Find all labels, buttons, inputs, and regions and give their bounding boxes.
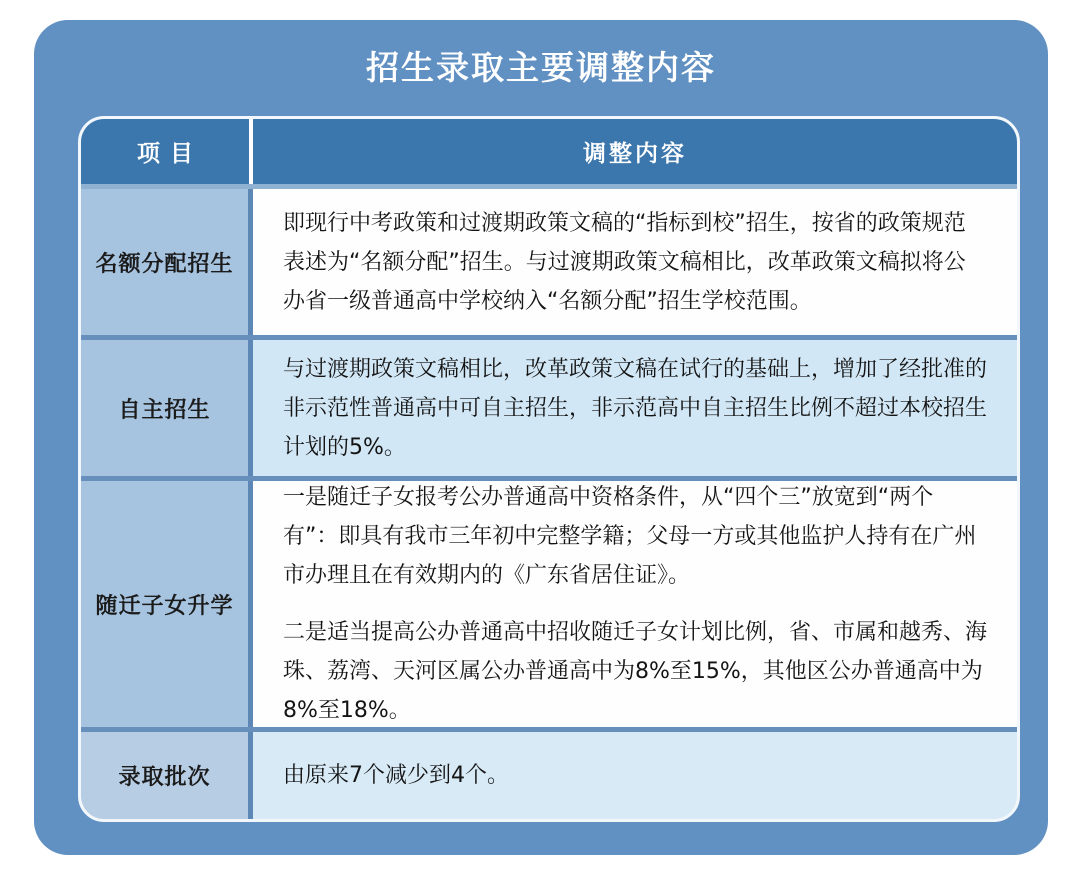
column-header-item: 项目 [81, 119, 253, 184]
table-row [81, 727, 1017, 819]
row-content-paragraph: 二是适当提高公办普通高中招收随迁子女计划比例，省、市属和越秀、海珠、荔湾、天河区属公办普通高中为8%至15%，其他区公办普通高中为8%至18%。 [283, 620, 988, 723]
row-content-cell [253, 189, 1017, 335]
info-card [34, 20, 1048, 855]
row-item-label: 录取批次 [81, 732, 253, 819]
table-row [81, 189, 1017, 335]
row-item-label: 自主招生 [81, 340, 253, 476]
row-content-paragraph: 由原来7个减少到4个。 [283, 763, 509, 788]
row-item-label: 随迁子女升学 [81, 481, 253, 727]
row-item-label: 名额分配招生 [81, 189, 253, 335]
table-header-row [81, 119, 1017, 189]
row-content-paragraph: 一是随迁子女报考公办普通高中资格条件，从“四个三”放宽到“两个有”：即具有我市三年初中完整学籍；父母一方或其他监护人持有在广州市办理且在有效期内的《广东省居住证》。 [283, 485, 977, 588]
row-content-paragraph: 与过渡期政策文稿相比，改革政策文稿在试行的基础上，增加了经批准的非示范性普通高中可自主招生，非示范高中自主招生比例不超过本校招生计划的5%。 [283, 356, 988, 460]
row-content-cell [253, 732, 1017, 819]
table-row [81, 476, 1017, 727]
row-content-cell [253, 340, 1017, 476]
column-header-content: 调整内容 [583, 141, 687, 167]
adjustment-table [78, 116, 1020, 822]
row-content-paragraph: 即现行中考政策和过渡期政策文稿的“指标到校”招生，按省的政策规范表述为“名额分配”招生。与过渡期政策文稿相比，改革政策文稿拟将公办省一级普通高中学校纳入“名额分配”招生学校范围。 [283, 210, 966, 314]
page-title: 招生录取主要调整内容 [366, 48, 716, 87]
table-row [81, 335, 1017, 476]
row-content-cell [253, 481, 1017, 727]
